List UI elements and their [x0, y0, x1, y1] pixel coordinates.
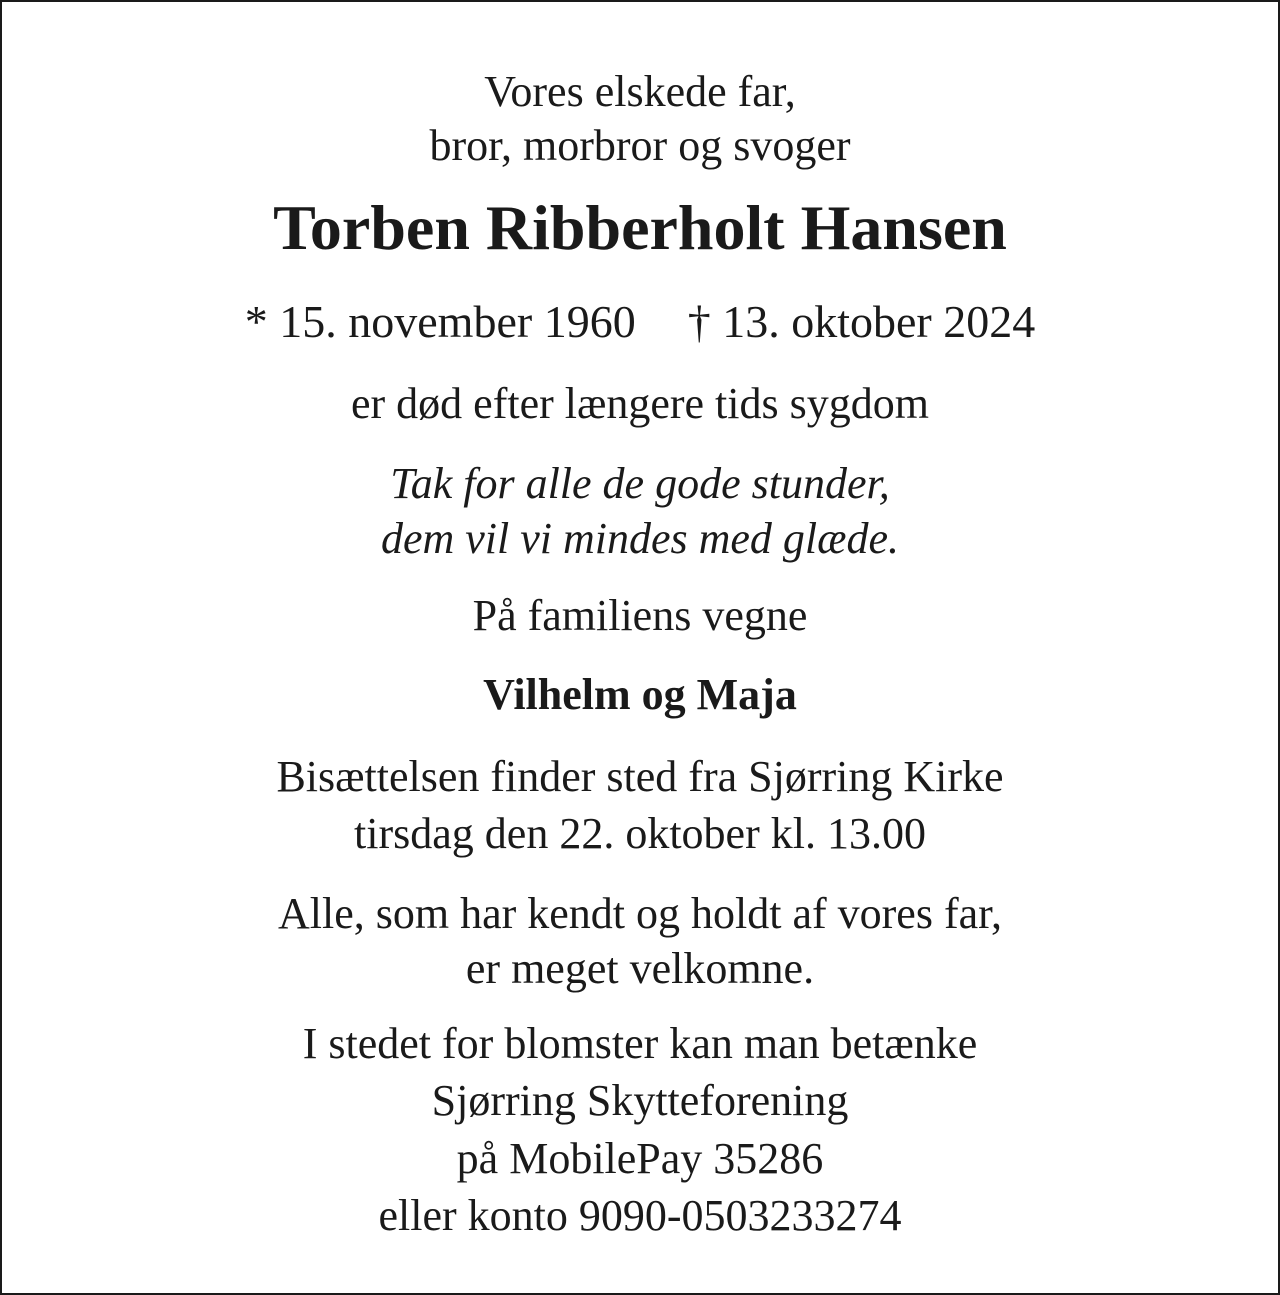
cause-of-death: er død efter længere tids sygdom [351, 379, 929, 428]
donation-line-3: på MobilePay 35286 [456, 1134, 824, 1183]
welcome-line-2: er meget velkomne. [465, 944, 815, 993]
intro-line-2: bror, morbror og svoger [429, 121, 851, 170]
birth-date: * 15. november 1960 [244, 296, 636, 347]
death-date: † 13. oktober 2024 [687, 296, 1036, 347]
life-dates [2, 296, 1278, 347]
donation-line-4: eller konto 9090-0503233274 [378, 1191, 902, 1240]
donation-line-1: I stedet for blomster kan man betænke [302, 1019, 978, 1068]
funeral-line-1: Bisættelsen finder sted fra Sjørring Kirke [276, 752, 1004, 801]
signers: Vilhelm og Maja [483, 670, 797, 719]
verse-line-1: Tak for alle de gode stunder, [390, 459, 890, 508]
verse-line-2: dem vil vi mindes med glæde. [380, 514, 900, 563]
donation-line-2: Sjørring Skytteforening [431, 1076, 849, 1125]
funeral-line-2: tirsdag den 22. oktober kl. 13.00 [354, 809, 926, 858]
deceased-name: Torben Ribberholt Hansen [273, 192, 1007, 263]
intro-line-1: Vores elskede far, [484, 67, 796, 116]
on-behalf-text: På familiens vegne [472, 591, 808, 640]
welcome-line-1: Alle, som har kendt og holdt af vores far, [277, 889, 1003, 938]
